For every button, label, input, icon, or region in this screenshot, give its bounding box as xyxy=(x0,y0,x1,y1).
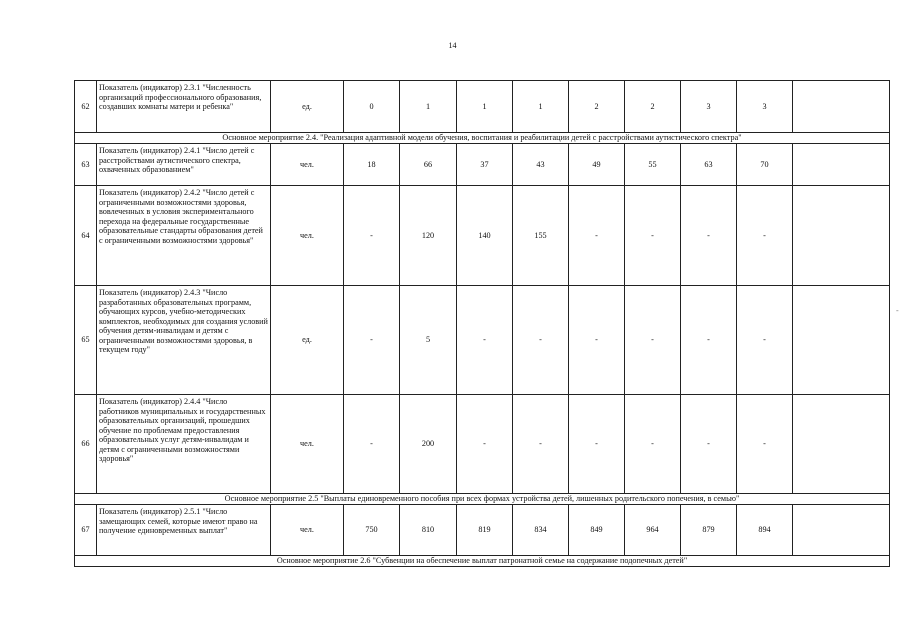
indicator-name: Показатель (индикатор) 2.4.2 "Число детей с ограниченными возможностями здоровья, вовлеченных в условия экспериментального перехода на федеральные государственные образовательные стандарты образования детей с ограниченными возможностями здоровья" xyxy=(97,186,271,286)
value-cell: 140 xyxy=(457,186,513,286)
value-cell: - xyxy=(344,286,400,395)
value-cell: 894 xyxy=(737,505,793,556)
value-cell: - xyxy=(344,395,400,494)
page-number: 14 xyxy=(448,41,457,50)
section-row xyxy=(75,556,890,567)
value-cell: - xyxy=(569,395,625,494)
value-cell: 120 xyxy=(400,186,457,286)
row-number: 63 xyxy=(75,144,97,186)
value-cell: 810 xyxy=(400,505,457,556)
value-cell: 55 xyxy=(625,144,681,186)
section-title: Основное мероприятие 2.4. "Реализация адаптивной модели обучения, воспитания и реабилитации детей с расстройствами аутистического спектра" xyxy=(75,133,890,144)
value-cell: - xyxy=(737,395,793,494)
value-cell: 0 xyxy=(344,81,400,133)
value-cell: - xyxy=(625,395,681,494)
row-number: 62 xyxy=(75,81,97,133)
row-number: 65 xyxy=(75,286,97,395)
unit-cell: чел. xyxy=(271,395,344,494)
section-row xyxy=(75,133,890,144)
value-cell: 18 xyxy=(344,144,400,186)
value-cell: 964 xyxy=(625,505,681,556)
value-cell: - xyxy=(344,186,400,286)
empty-cell xyxy=(793,395,890,494)
value-cell: 2 xyxy=(625,81,681,133)
row-number: 64 xyxy=(75,186,97,286)
unit-cell: чел. xyxy=(271,505,344,556)
indicator-name: Показатель (индикатор) 2.4.4 "Число работников муниципальных и государственных образовательных организаций, прошедших обучение по проблемам предоставления образовательных услуг детям-инвалидам и детям с ограниченными возможностями здоровья" xyxy=(97,395,271,494)
value-cell: 5 xyxy=(400,286,457,395)
table-row xyxy=(75,395,890,494)
table-row xyxy=(75,186,890,286)
section-title: Основное мероприятие 2.6 "Субвенции на обеспечение выплат патронатной семье на содержание подопечных детей" xyxy=(75,556,890,567)
unit-cell: ед. xyxy=(271,81,344,133)
value-cell: - xyxy=(625,286,681,395)
empty-cell xyxy=(793,186,890,286)
value-cell: - xyxy=(681,186,737,286)
value-cell: 37 xyxy=(457,144,513,186)
value-cell: - xyxy=(737,186,793,286)
value-cell: - xyxy=(457,286,513,395)
row-number: 66 xyxy=(75,395,97,494)
empty-cell xyxy=(793,144,890,186)
unit-cell: ед. xyxy=(271,286,344,395)
table-row xyxy=(75,144,890,186)
value-cell: - xyxy=(681,395,737,494)
value-cell: 1 xyxy=(457,81,513,133)
value-cell: 66 xyxy=(400,144,457,186)
scan-mark: - xyxy=(896,306,899,315)
indicator-name: Показатель (индикатор) 2.5.1 "Число замещающих семей, которые имеют право на получение единовременных выплат" xyxy=(97,505,271,556)
value-cell: - xyxy=(513,395,569,494)
value-cell: 879 xyxy=(681,505,737,556)
value-cell: 2 xyxy=(569,81,625,133)
value-cell: - xyxy=(513,286,569,395)
indicator-name: Показатель (индикатор) 2.3.1 "Численность организаций профессионального образования, создавших комнаты матери и ребенка" xyxy=(97,81,271,133)
value-cell: - xyxy=(681,286,737,395)
section-row xyxy=(75,494,890,505)
unit-cell: чел. xyxy=(271,144,344,186)
value-cell: - xyxy=(457,395,513,494)
table-row xyxy=(75,505,890,556)
value-cell: 3 xyxy=(681,81,737,133)
table-row xyxy=(75,81,890,133)
row-number: 67 xyxy=(75,505,97,556)
value-cell: - xyxy=(625,186,681,286)
indicators-table xyxy=(74,80,890,567)
table-row xyxy=(75,286,890,395)
indicator-name: Показатель (индикатор) 2.4.1 "Число детей с расстройствами аутистического спектра, охваченных образованием" xyxy=(97,144,271,186)
indicator-name: Показатель (индикатор) 2.4.3 "Число разработанных образовательных программ, обучающих курсов, учебно-методических комплектов, необходимых для создания условий обучения детям-инвалидам и детям с ограниченными возможностями здоровья, в текущем году" xyxy=(97,286,271,395)
value-cell: 200 xyxy=(400,395,457,494)
value-cell: 834 xyxy=(513,505,569,556)
value-cell: 750 xyxy=(344,505,400,556)
value-cell: 1 xyxy=(400,81,457,133)
value-cell: 155 xyxy=(513,186,569,286)
empty-cell xyxy=(793,505,890,556)
value-cell: 849 xyxy=(569,505,625,556)
value-cell: 70 xyxy=(737,144,793,186)
value-cell: 63 xyxy=(681,144,737,186)
value-cell: 49 xyxy=(569,144,625,186)
empty-cell xyxy=(793,286,890,395)
unit-cell: чел. xyxy=(271,186,344,286)
value-cell: 1 xyxy=(513,81,569,133)
value-cell: 3 xyxy=(737,81,793,133)
value-cell: 819 xyxy=(457,505,513,556)
section-title: Основное мероприятие 2.5 "Выплаты единовременного пособия при всех формах устройства детей, лишенных родительского попечения, в семью" xyxy=(75,494,890,505)
empty-cell xyxy=(793,81,890,133)
value-cell: - xyxy=(569,186,625,286)
value-cell: - xyxy=(569,286,625,395)
value-cell: 43 xyxy=(513,144,569,186)
value-cell: - xyxy=(737,286,793,395)
